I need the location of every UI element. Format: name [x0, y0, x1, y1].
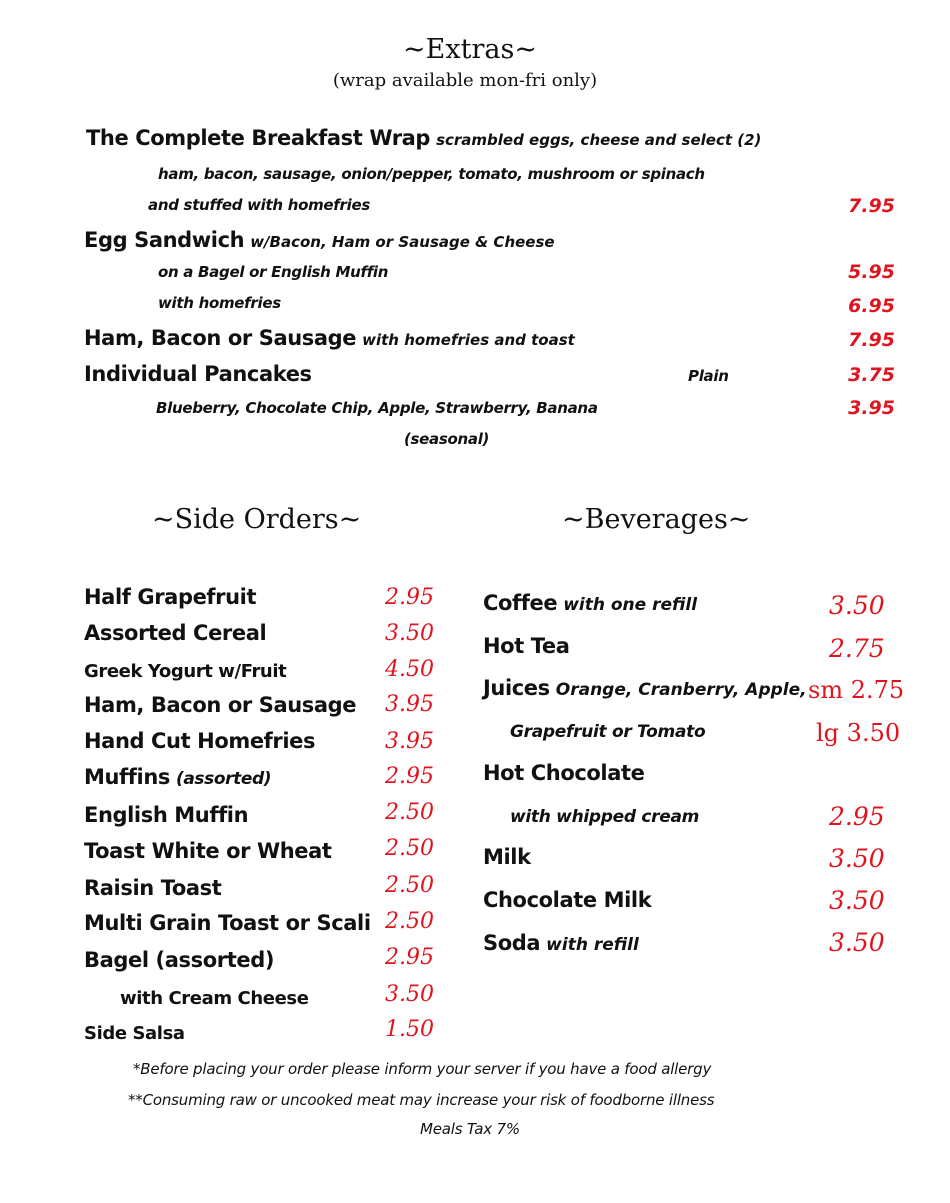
side-order-item: [84, 948, 274, 972]
beverages-title: ~Beverages~: [562, 504, 751, 535]
pancakes-plain-label: Plain: [688, 367, 729, 385]
side-order-item: [84, 839, 332, 863]
side-order-name: English Muffin: [84, 803, 249, 827]
raw-meat-note: **Consuming raw or uncooked meat may increase your risk of foodborne illness: [128, 1091, 715, 1109]
wrap-name: The Complete Breakfast Wrap: [86, 126, 431, 150]
wrap-desc-3: and stuffed with homefries: [148, 196, 370, 214]
side-order-item: [84, 661, 286, 682]
pancakes-flavors-price: 3.95: [848, 397, 895, 419]
side-order-price: 2.50: [385, 909, 434, 934]
side-order-item: [84, 1023, 185, 1044]
wrap-item: [86, 126, 761, 150]
side-order-name: Half Grapefruit: [84, 585, 257, 609]
ham-bacon-price: 7.95: [848, 329, 895, 351]
egg-sandwich-desc-3: with homefries: [158, 294, 281, 312]
chocolate-milk-name: Chocolate Milk: [483, 888, 652, 912]
side-order-name: Multi Grain Toast or Scali: [84, 911, 371, 935]
hot-chocolate-name: Hot Chocolate: [483, 761, 645, 785]
wrap-desc-1: scrambled eggs, cheese and select (2): [436, 131, 762, 149]
side-orders-title: ~Side Orders~: [152, 504, 362, 535]
soda-item: [483, 931, 639, 955]
egg-sandwich-desc-2: on a Bagel or English Muffin: [158, 263, 389, 281]
egg-sandwich-item: [84, 228, 555, 252]
side-order-name: with Cream Cheese: [120, 988, 309, 1009]
hot-chocolate-desc: with whipped cream: [510, 807, 700, 827]
coffee-name: Coffee: [483, 591, 558, 615]
side-order-name: Raisin Toast: [84, 876, 222, 900]
soda-name: Soda: [483, 931, 541, 955]
side-order-price: 2.50: [385, 836, 434, 861]
ham-bacon-item: [84, 326, 575, 350]
chocolate-milk-price: 3.50: [829, 886, 885, 915]
pancakes-flavors: Blueberry, Chocolate Chip, Apple, Strawberry, Banana: [156, 399, 598, 417]
side-order-price: 2.50: [385, 873, 434, 898]
side-order-item: [84, 876, 221, 900]
allergy-note: *Before placing your order please inform your server if you have a food allergy: [133, 1060, 712, 1078]
side-order-item: [84, 621, 266, 645]
soda-price: 3.50: [829, 928, 885, 957]
wrap-desc-2: ham, bacon, sausage, onion/pepper, tomato, mushroom or spinach: [158, 165, 705, 183]
side-order-item: [84, 693, 356, 717]
ham-bacon-name: Ham, Bacon or Sausage: [84, 326, 357, 350]
side-order-item: [84, 803, 248, 827]
side-order-item: [84, 911, 371, 935]
pancakes-plain-price: 3.75: [848, 364, 895, 386]
coffee-item: [483, 591, 697, 615]
side-order-price: 2.95: [385, 764, 434, 789]
side-order-price: 3.50: [385, 621, 434, 646]
egg-sandwich-name: Egg Sandwich: [84, 228, 245, 252]
side-order-price: 2.50: [385, 800, 434, 825]
side-order-name: Assorted Cereal: [84, 621, 267, 645]
hot-tea-price: 2.75: [829, 634, 885, 663]
extras-title: ~Extras~: [403, 34, 537, 65]
side-order-price: 2.95: [385, 585, 434, 610]
pancakes-seasonal: (seasonal): [404, 430, 490, 448]
side-order-price: 2.95: [385, 945, 434, 970]
side-order-price: 3.50: [385, 982, 434, 1007]
milk-price: 3.50: [829, 844, 885, 873]
side-order-name: Bagel (assorted): [84, 948, 275, 972]
hot-chocolate-price: 2.95: [829, 802, 885, 831]
side-order-name: Greek Yogurt w/Fruit: [84, 661, 287, 682]
side-order-price: 1.50: [385, 1017, 434, 1042]
side-order-item: [120, 988, 309, 1009]
hot-tea-name: Hot Tea: [483, 634, 570, 658]
coffee-desc: with one refill: [563, 595, 698, 615]
coffee-price: 3.50: [829, 591, 885, 620]
side-order-name: Hand Cut Homefries: [84, 729, 316, 753]
wrap-price: 7.95: [848, 195, 895, 217]
juices-price-lg: lg 3.50: [816, 719, 901, 747]
egg-sandwich-price-2: 6.95: [848, 295, 895, 317]
milk-name: Milk: [483, 845, 531, 869]
pancakes-name: Individual Pancakes: [84, 362, 312, 386]
side-order-item: [84, 729, 315, 753]
soda-desc: with refill: [546, 935, 639, 955]
egg-sandwich-desc-1: w/Bacon, Ham or Sausage & Cheese: [250, 233, 555, 251]
meals-tax-note: Meals Tax 7%: [420, 1120, 520, 1138]
juices-price-sm: sm 2.75: [808, 676, 905, 704]
juices-item: [483, 676, 807, 700]
egg-sandwich-price-1: 5.95: [848, 261, 895, 283]
side-order-note: (assorted): [175, 769, 272, 789]
side-order-name: Side Salsa: [84, 1023, 185, 1044]
side-order-item: [84, 765, 271, 789]
side-order-name: Muffins: [84, 765, 170, 789]
side-order-price: 3.95: [385, 729, 434, 754]
side-order-price: 3.95: [385, 692, 434, 717]
juices-desc-2: Grapefruit or Tomato: [510, 722, 706, 742]
side-order-price: 4.50: [385, 657, 434, 682]
extras-subtitle: (wrap available mon-fri only): [332, 70, 598, 91]
ham-bacon-desc: with homefries and toast: [362, 331, 575, 349]
side-order-name: Toast White or Wheat: [84, 839, 332, 863]
juices-name: Juices: [483, 676, 550, 700]
side-order-item: [84, 585, 256, 609]
side-order-name: Ham, Bacon or Sausage: [84, 693, 357, 717]
juices-desc-1: Orange, Cranberry, Apple,: [555, 680, 807, 700]
